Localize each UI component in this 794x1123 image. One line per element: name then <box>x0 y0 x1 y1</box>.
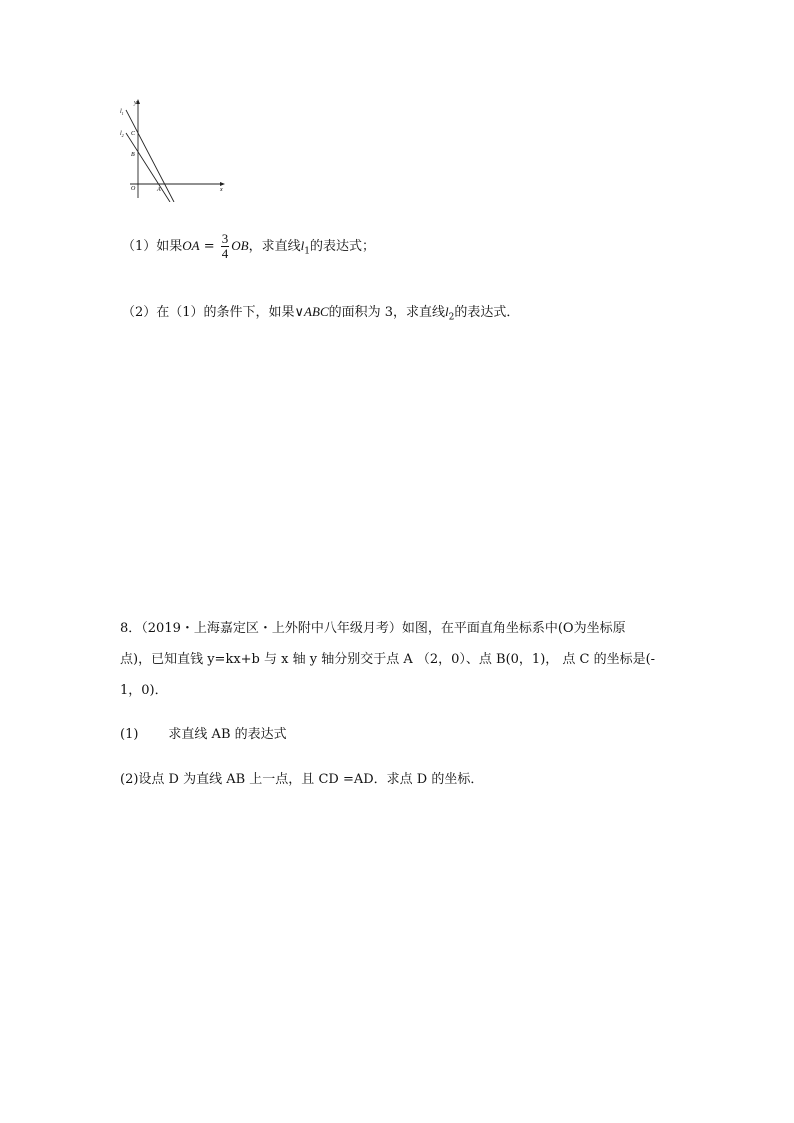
problem-8-line-3: 1，0)． <box>120 683 168 698</box>
q1-eq: = <box>199 239 219 254</box>
q2-mid: 的面积为 3，求直线 <box>328 305 446 320</box>
problem-8-line-1: 8．（2019・上海嘉定区・上外附中八年级月考）如图，在平面直角坐标系中(O为坐标原 <box>120 621 626 636</box>
q2-triangle: ∨ABC <box>294 304 329 319</box>
label-x: x <box>220 187 223 193</box>
q1-lhs: OA <box>182 238 200 253</box>
problem-8-sub-2: (2)设点 D 为直线 AB 上一点，且 CD =AD．求点 D 的坐标． <box>120 772 484 787</box>
q1-fraction <box>221 232 230 261</box>
label-a: A <box>157 187 161 193</box>
q1-var-sub: 1 <box>304 246 311 257</box>
label-y: y <box>134 100 137 106</box>
q1-suffix: 的表达式； <box>310 239 376 254</box>
q1-var: l <box>300 238 305 253</box>
sub-1-number: (1) <box>120 727 139 742</box>
sub-1-text: 求直线 AB 的表达式 <box>168 727 287 742</box>
q1-mid: ，求直线 <box>248 239 301 254</box>
problem-8-line-2: 点)，已知直钱 y=kx+b 与 x 轴 y 轴分别交于点 A （2，0）、点 B(0，1)， 点 C 的坐标是(- <box>120 652 656 667</box>
label-c: C <box>131 131 136 137</box>
label-b: B <box>131 152 135 158</box>
q1-prefix: （1）如果 <box>122 239 183 254</box>
label-l2: $l_2$ <box>120 131 124 138</box>
q2-var: l <box>445 304 449 319</box>
question-2 <box>122 303 519 327</box>
label-o: O <box>131 186 136 192</box>
q2-suffix: 的表达式． <box>454 305 520 320</box>
q1-denominator: 4 <box>221 246 229 261</box>
q1-rhs: OB <box>231 238 249 253</box>
q2-var-sub: 2 <box>448 312 455 323</box>
problem-8-sub-1 <box>120 726 287 744</box>
label-l1: $l_1$ <box>120 109 124 116</box>
q1-numerator: 3 <box>221 231 229 246</box>
coordinate-figure <box>116 98 228 202</box>
x-axis-arrow <box>220 182 225 186</box>
question-1 <box>122 232 375 261</box>
q2-prefix: （2）在（1）的条件下，如果 <box>122 305 295 320</box>
